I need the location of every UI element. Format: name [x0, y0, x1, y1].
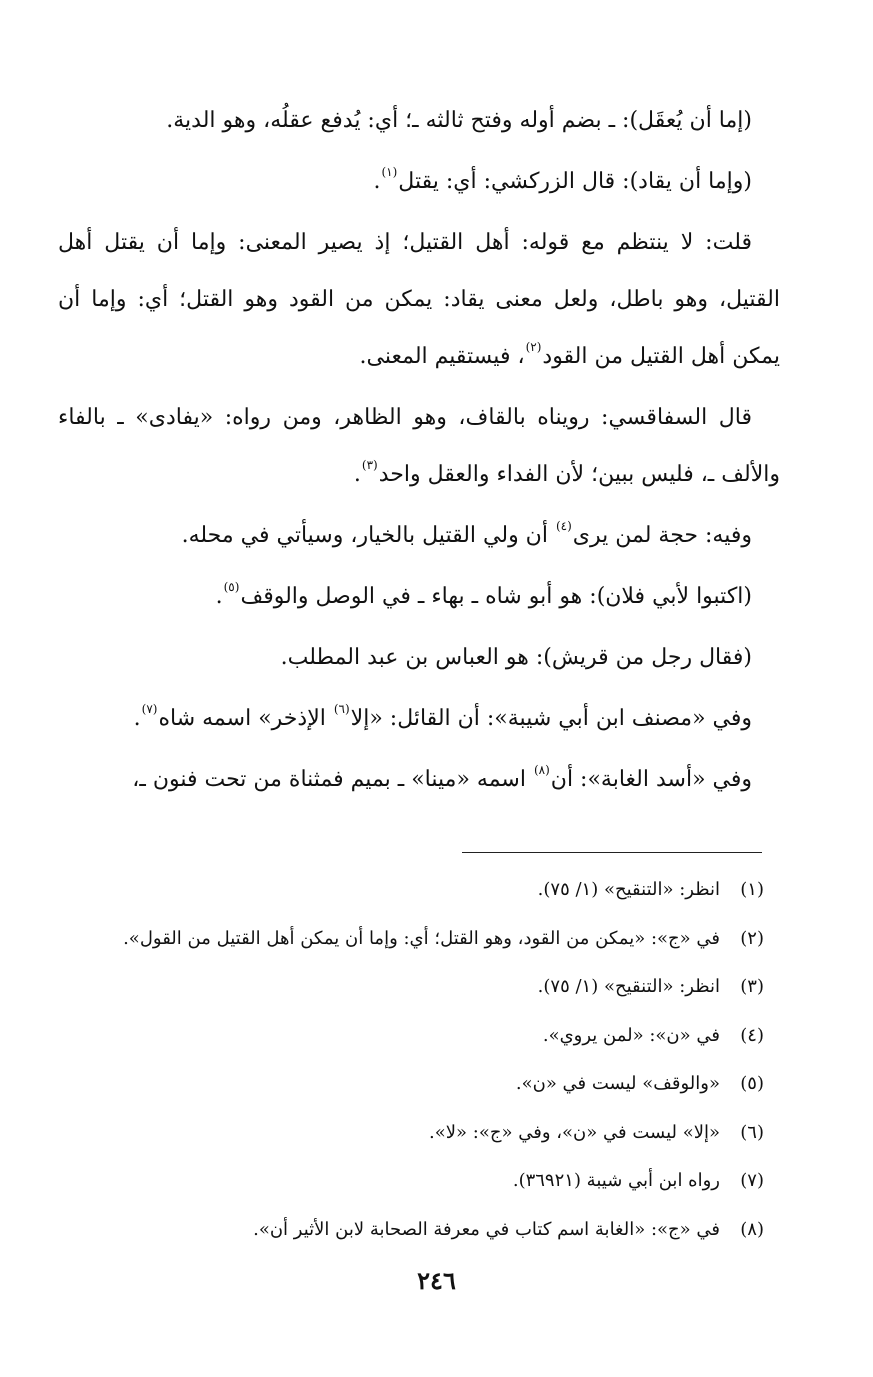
paragraph	[58, 153, 780, 210]
footnote-item	[58, 963, 764, 1012]
text-span: أن ولي القتيل بالخيار، وسيأتي في محله.	[181, 523, 555, 548]
paragraph	[58, 389, 780, 503]
text-span: وفي «مصنف ابن أبي شيبة»: أن القائل: «إلا	[350, 706, 752, 731]
text-span: .	[215, 584, 223, 609]
text-span: اسمه «مينا» ـ بميم فمثناة من تحت فنون ـ،	[132, 767, 533, 792]
footnote-number: (٨)	[740, 1218, 764, 1240]
text-span: وفي «أسد الغابة»: أن	[550, 767, 752, 792]
footnote-text: انظر: «التنقيح» (١/ ٧٥).	[537, 879, 720, 900]
footnote-item	[58, 1206, 764, 1255]
paragraph	[58, 92, 780, 149]
footnote-text: «والوقف» ليست في «ن».	[515, 1073, 720, 1094]
footnote-number: (٥)	[740, 1073, 764, 1094]
paragraph	[58, 690, 780, 747]
footnote-text: في «ج»: «الغابة اسم كتاب في معرفة الصحابة لابن الأثير أن».	[253, 1218, 720, 1240]
footnote-number: (١)	[740, 879, 764, 900]
footnote-text: رواه ابن أبي شيبة (٣٦٩٢١).	[512, 1170, 720, 1191]
text-span: (وإما أن يقاد): قال الزركشي: أي: يقتل	[398, 169, 752, 194]
paragraph	[58, 507, 780, 564]
paragraph	[58, 214, 780, 385]
text-span: (إما أن يُعقَل): ـ بضم أوله وفتح ثالثه ـ؛ أي: يُدفع عقلُه، وهو الدية.	[166, 108, 752, 133]
footnote-divider	[462, 852, 762, 853]
text-span: .	[353, 462, 361, 487]
footnote-text: «إلا» ليست في «ن»، وفي «ج»: «لا».	[429, 1121, 720, 1143]
footnote-item	[58, 866, 764, 915]
text-span: الإذخر» اسمه شاه	[158, 706, 333, 731]
text-span: .	[373, 169, 381, 194]
footnote-ref: (٧)	[141, 702, 158, 716]
text-span: وفيه: حجة لمن يرى	[572, 523, 752, 548]
text-span: (فقال رجل من قريش): هو العباس بن عبد المطلب.	[280, 645, 752, 670]
footnote-ref: (٣)	[361, 458, 378, 472]
footnotes	[58, 866, 764, 1254]
footnote-text: انظر: «التنقيح» (١/ ٧٥).	[537, 976, 720, 997]
footnote-ref: (١)	[381, 165, 398, 179]
footnote-ref: (٨)	[533, 763, 550, 777]
footnote-number: (٧)	[740, 1170, 764, 1191]
footnote-item	[58, 1012, 764, 1061]
footnote-item	[58, 915, 764, 964]
footnote-item	[58, 1157, 764, 1206]
page-number: ٢٤٦	[417, 1266, 456, 1295]
footnote-ref: (٦)	[333, 702, 350, 716]
footnote-number: (٦)	[740, 1121, 764, 1143]
text-span: .	[133, 706, 141, 731]
footnote-number: (٢)	[740, 927, 764, 949]
footnote-ref: (٥)	[223, 580, 240, 594]
text-span: ، فيستقيم المعنى.	[359, 344, 525, 369]
footnote-ref: (٤)	[555, 519, 572, 533]
footnote-number: (٣)	[740, 976, 764, 997]
text-span: قال السفاقسي: رويناه بالقاف، وهو الظاهر، ومن رواه: «يفادى» ـ بالفاء والألف ـ، فليس ببين؛ لأن الفداء والعقل واحد	[58, 405, 780, 487]
footnote-number: (٤)	[740, 1024, 764, 1046]
footnote-item	[58, 1109, 764, 1158]
paragraph	[58, 751, 780, 808]
footnote-text: في «ن»: «لمن يروي».	[542, 1024, 720, 1046]
text-span: قلت: لا ينتظم مع قوله: أهل القتيل؛ إذ يصير المعنى: وإما أن يقتل أهل القتيل، وهو باطل، ولعل معنى يقاد: يمكن من القود وهو القتل؛ أي: وإما أن يمكن أهل القتيل من القود	[58, 230, 780, 369]
footnote-text: في «ج»: «يمكن من القود، وهو القتل؛ أي: وإما أن يمكن أهل القتيل من القول».	[123, 927, 720, 949]
footnote-ref: (٢)	[525, 340, 542, 354]
paragraph	[58, 568, 780, 625]
paragraph	[58, 629, 780, 686]
text-span: (اكتبوا لأبي فلان): هو أبو شاه ـ بهاء ـ في الوصل والوقف	[240, 584, 752, 609]
footnote-item	[58, 1060, 764, 1109]
main-text	[58, 92, 780, 812]
